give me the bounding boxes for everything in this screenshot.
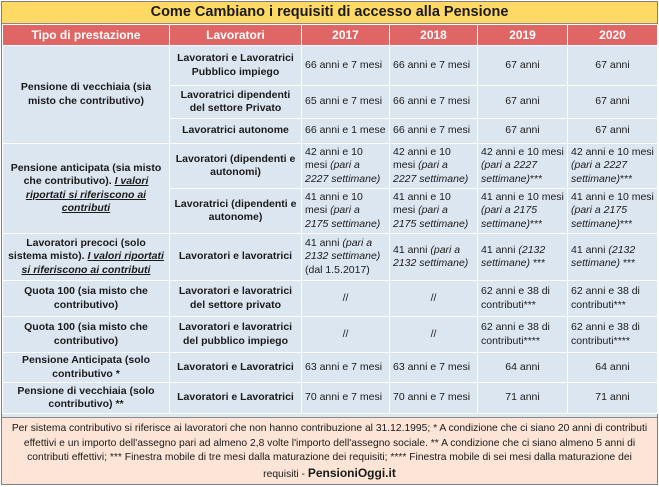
value-weeks: (pari a 2132 settimane) (393, 243, 469, 269)
header-lavoratori: Lavoratori (170, 25, 302, 46)
value-2019: 67 anni (478, 119, 568, 144)
value-2018: // (390, 281, 478, 317)
value-2017 (302, 144, 390, 189)
brand-name: PensioniOggi.it (307, 465, 396, 480)
type-label: Lavoratori precoci (solo sistema misto). (8, 237, 146, 263)
value-2018 (390, 189, 478, 234)
value-2020: 64 anni (568, 353, 658, 383)
value-2020: 67 anni (568, 119, 658, 144)
value-weeks: (2132 settimane) (481, 243, 546, 269)
value-main: 42 anni e 10 mesi (305, 146, 363, 172)
value-2017 (302, 234, 390, 281)
table-row (3, 234, 658, 281)
lav-cell: Lavoratori e lavoratrici del settore privato (170, 281, 302, 317)
lav-cell: Lavoratrici dipendenti del settore Privato (170, 86, 302, 119)
table-row (3, 144, 658, 189)
pension-table-card (1, 1, 658, 485)
type-note: I valori riportati si riferiscono ai contributi (21, 250, 164, 276)
value-weeks: (pari a 2175 settimane) (393, 204, 469, 230)
type-label: Pensione anticipata (sia misto che contributivo). (10, 162, 162, 188)
value-2020 (568, 234, 658, 281)
footnote (2, 417, 657, 484)
value-weeks: (pari a 2132 settimane) (305, 237, 381, 263)
value-2019 (478, 144, 568, 189)
value-main: 42 anni e 10 mesi (571, 146, 654, 159)
lav-cell: Lavoratrici autonome (170, 119, 302, 144)
lav-cell: Lavoratori e Lavoratrici Pubblico impiego (170, 46, 302, 86)
value-2019: 64 anni (478, 353, 568, 383)
header-row (3, 25, 658, 46)
type-vecchiaia: Pensione di vecchiaia (sia misto che contributivo) (3, 46, 170, 144)
lav-cell: Lavoratori e lavoratrici del pubblico impiego (170, 317, 302, 353)
value-2018: 66 anni e 7 mesi (390, 86, 478, 119)
table-row (3, 317, 658, 353)
lav-cell: Lavoratori (dipendenti e autonomi) (170, 144, 302, 189)
value-2017: // (302, 281, 390, 317)
value-2020 (568, 189, 658, 234)
lav-cell: Lavoratori e lavoratrici (170, 234, 302, 281)
table-row (3, 383, 658, 414)
header-2017: 2017 (302, 25, 390, 46)
value-date: (dal 1.5.2017) (305, 263, 370, 276)
value-2018: 66 anni e 7 mesi (390, 119, 478, 144)
table-row (3, 281, 658, 317)
value-2017 (302, 189, 390, 234)
value-main: 42 anni e 10 mesi (481, 146, 564, 159)
value-2019: 62 anni e 38 di contributi**** (478, 317, 568, 353)
value-2017: 66 anni e 1 mese (302, 119, 390, 144)
value-mark: *** (530, 217, 543, 230)
value-2019: 67 anni (478, 86, 568, 119)
value-weeks: (pari a 2227 settimane) (571, 159, 628, 185)
value-2018: 66 anni e 7 mesi (390, 46, 478, 86)
value-2017: 65 anni e 7 mesi (302, 86, 390, 119)
table-row (3, 353, 658, 383)
value-2020: 67 anni (568, 86, 658, 119)
value-main: 41 anni e 10 mesi (481, 191, 564, 204)
value-weeks: (pari a 2175 settimane) (571, 204, 628, 230)
lav-cell: Lavoratori e Lavoratrici (170, 383, 302, 414)
type-quota100-pubblico: Quota 100 (sia misto che contributivo) (3, 317, 170, 353)
requirements-table (2, 24, 658, 414)
value-2019: 71 anni (478, 383, 568, 414)
value-mark: *** (620, 172, 633, 185)
type-note: I valori riportati si riferiscono ai contributi (25, 175, 149, 214)
value-2019 (478, 189, 568, 234)
header-tipo: Tipo di prestazione (3, 25, 170, 46)
value-2018 (390, 144, 478, 189)
value-2018 (390, 234, 478, 281)
value-main: 41 anni (481, 243, 516, 256)
value-weeks: (pari a 2227 settimane) (393, 159, 469, 185)
page-title: Come Cambiano i requisiti di accesso alla Pensione (2, 2, 657, 24)
value-weeks: (pari a 2175 settimane) (481, 204, 538, 230)
value-main: 42 anni e 10 mesi (393, 146, 451, 172)
value-main: 41 anni (393, 243, 428, 256)
header-2020: 2020 (568, 25, 658, 46)
value-2017: 63 anni e 7 mesi (302, 353, 390, 383)
lav-cell: Lavoratrici (dipendenti e autonome) (170, 189, 302, 234)
lav-cell: Lavoratori e Lavoratrici (170, 353, 302, 383)
footnote-text: Per sistema contributivo si riferisce ai lavoratori che non hanno contribuzione al 31.12.1995; * A condizione che ci siano 20 anni di contributi effettivi e un importo dell'assegno pari ad almeno 2,8 volte l'importo dell'assegno sociale. ** A condizione che ci siano almeno 5 anni di contributi effettivi; *** Finestra mobile di tre mesi dalla maturazione dei requisiti; **** Finestra mobile di sei mesi dalla maturazione dei requisiti - (11, 423, 648, 480)
value-mark: *** (620, 217, 633, 230)
value-2017: 70 anni e 7 mesi (302, 383, 390, 414)
value-2019: 67 anni (478, 46, 568, 86)
value-weeks: (pari a 2227 settimane) (481, 159, 538, 185)
value-2017: // (302, 317, 390, 353)
value-mark: *** (622, 257, 636, 269)
type-vecchiaia-contributivo: Pensione di vecchiaia (solo contributivo) ** (3, 383, 170, 414)
value-mark: *** (532, 257, 546, 269)
value-main: 41 anni (305, 237, 340, 250)
value-2020: 62 anni e 38 di contributi**** (568, 317, 658, 353)
value-2018: 70 anni e 7 mesi (390, 383, 478, 414)
table-row (3, 46, 658, 86)
value-2017: 66 anni e 7 mesi (302, 46, 390, 86)
value-2018: 63 anni e 7 mesi (390, 353, 478, 383)
value-2020: 71 anni (568, 383, 658, 414)
type-precoci (3, 234, 170, 281)
value-2018: // (390, 317, 478, 353)
value-main: 41 anni (571, 243, 606, 256)
value-2020: 67 anni (568, 46, 658, 86)
value-mark: *** (530, 172, 543, 185)
type-anticipata (3, 144, 170, 234)
value-weeks: (pari a 2175 settimane) (305, 204, 381, 230)
header-2019: 2019 (478, 25, 568, 46)
type-anticipata-contributivo: Pensione Anticipata (solo contributivo * (3, 353, 170, 383)
value-main: 41 anni e 10 mesi (571, 191, 654, 204)
value-2020 (568, 144, 658, 189)
value-weeks: (pari a 2227 settimane) (305, 159, 381, 185)
header-2018: 2018 (390, 25, 478, 46)
value-2019 (478, 234, 568, 281)
value-2019: 62 anni e 38 di contributi*** (478, 281, 568, 317)
value-weeks: (2132 settimane) (571, 243, 636, 269)
value-main: 41 anni e 10 mesi (305, 191, 363, 217)
type-quota100-privato: Quota 100 (sia misto che contributivo) (3, 281, 170, 317)
value-2020: 62 anni e 38 di contributi*** (568, 281, 658, 317)
value-main: 41 anni e 10 mesi (393, 191, 451, 217)
